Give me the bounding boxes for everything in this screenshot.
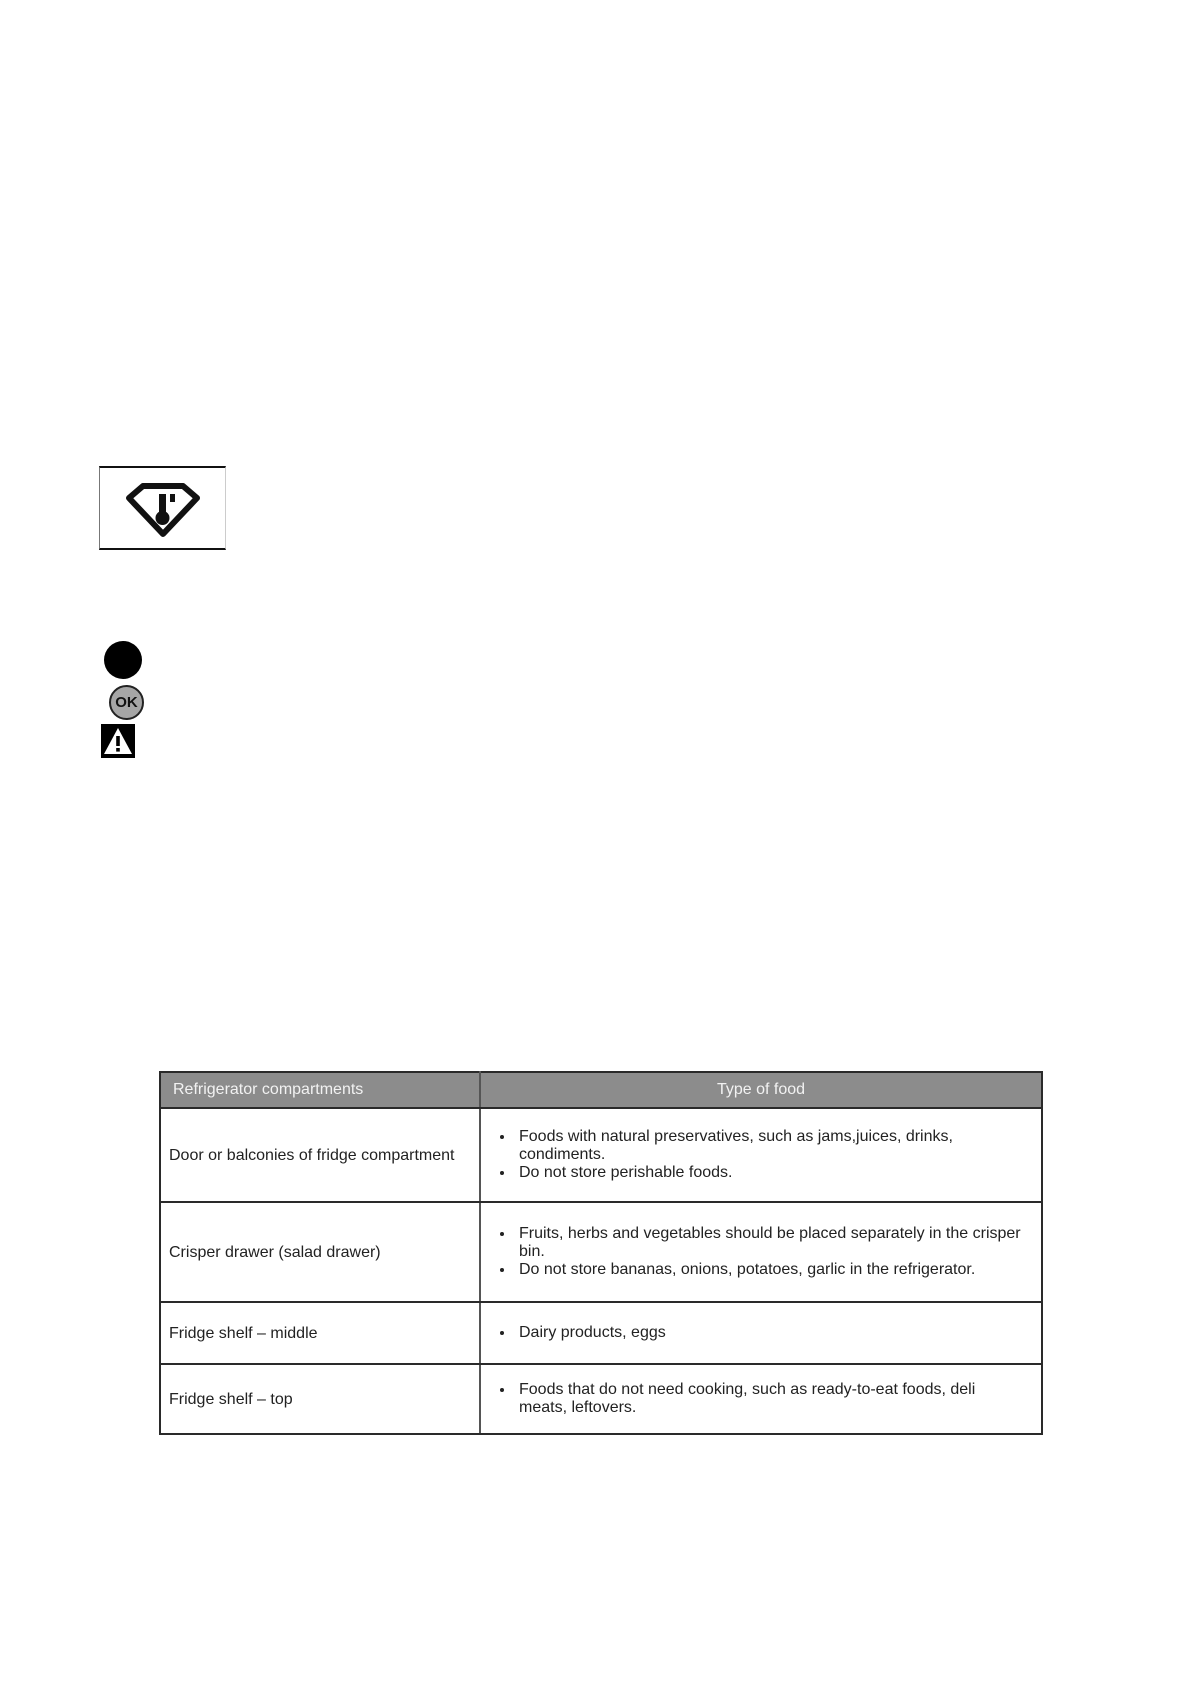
warning-triangle-icon	[101, 724, 135, 758]
ok-icon-label: OK	[115, 694, 138, 711]
table-row	[160, 1202, 1042, 1302]
list-item: • Foods that do not need cooking, such as ready-to-eat foods, deli meats, leftovers.	[515, 1381, 1021, 1417]
list-item: • Do not store bananas, onions, potatoes, garlic in the refrigerator.	[515, 1261, 1021, 1279]
table-header-row	[160, 1072, 1042, 1108]
food-list	[481, 1128, 1041, 1182]
list-item: • Foods with natural preservatives, such as jams,juices, drinks, condiments.	[515, 1128, 1021, 1164]
food-list	[481, 1381, 1041, 1417]
food-cell	[480, 1364, 1042, 1434]
table-row	[160, 1364, 1042, 1434]
list-item: • Do not store perishable foods.	[515, 1164, 1021, 1182]
food-list	[481, 1225, 1041, 1279]
food-list	[481, 1324, 1041, 1342]
compartment-cell: Fridge shelf – top	[160, 1364, 480, 1434]
compartment-cell: Crisper drawer (salad drawer)	[160, 1202, 480, 1302]
food-cell	[480, 1108, 1042, 1202]
black-dot-icon	[104, 641, 142, 679]
food-cell	[480, 1302, 1042, 1364]
list-item: • Fruits, herbs and vegetables should be placed separately in the crisper bin.	[515, 1225, 1021, 1261]
header-compartments: Refrigerator compartments	[160, 1072, 480, 1108]
food-cell	[480, 1202, 1042, 1302]
compartment-cell: Fridge shelf – middle	[160, 1302, 480, 1364]
thermometer-downward-arrow-icon	[123, 476, 203, 542]
temperature-zone-symbol	[99, 466, 226, 550]
table-row	[160, 1302, 1042, 1364]
ok-icon	[109, 685, 144, 720]
list-item: • Dairy products, eggs	[515, 1324, 1021, 1342]
food-storage-table	[159, 1071, 1043, 1435]
table-row	[160, 1108, 1042, 1202]
compartment-cell: Door or balconies of fridge compartment	[160, 1108, 480, 1202]
header-type-of-food: Type of food	[480, 1072, 1042, 1108]
